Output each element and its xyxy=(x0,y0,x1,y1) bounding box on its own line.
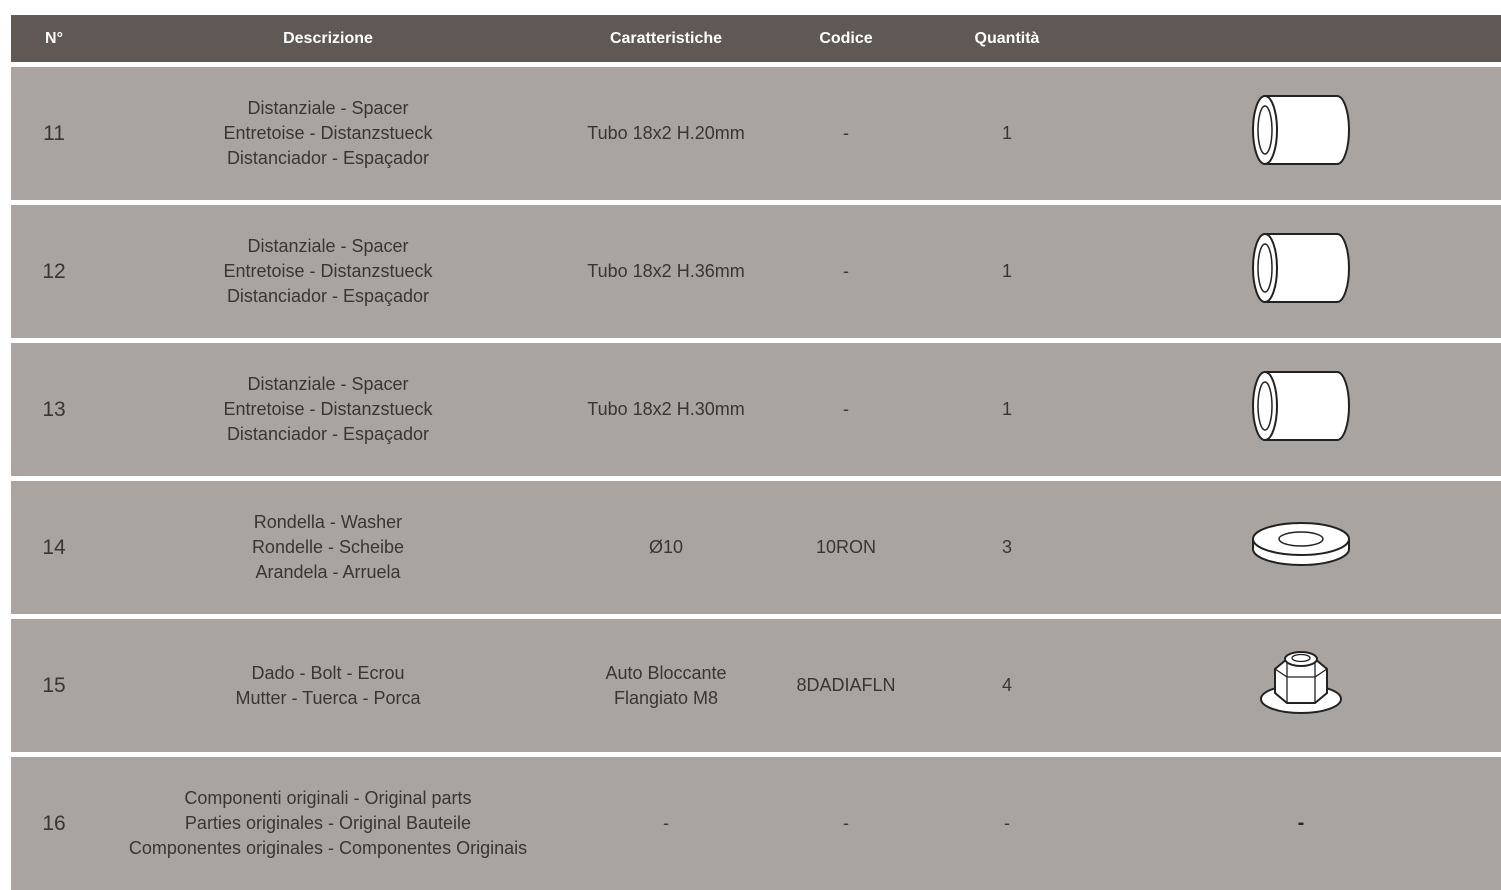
row-part-image xyxy=(1201,67,1401,200)
spacer-tube-icon xyxy=(1251,94,1351,173)
row-features xyxy=(566,67,766,200)
row-quantity: 1 xyxy=(1001,261,1012,281)
description-line: Distanciador - Espaçador xyxy=(226,286,430,306)
row-features xyxy=(566,757,766,890)
description-line: Mutter - Tuerca - Porca xyxy=(235,687,421,708)
description-line: Distanciador - Espaçador xyxy=(226,424,430,444)
row-description xyxy=(128,619,528,752)
row-quantity: 1 xyxy=(1001,123,1012,143)
description-line: Dado - Bolt - Ecrou xyxy=(251,662,405,683)
table-row xyxy=(11,757,1501,890)
table-row xyxy=(11,343,1501,476)
spacer-tube-icon xyxy=(1251,232,1351,311)
row-code: - xyxy=(843,123,849,143)
row-code: - xyxy=(843,261,849,281)
row-number: 13 xyxy=(42,398,66,421)
description-line: Arandela - Arruela xyxy=(255,562,401,582)
description-line: Distanziale - Spacer xyxy=(247,374,409,394)
description-line: Entretoise - Distanzstueck xyxy=(223,123,433,143)
table-row xyxy=(11,205,1501,338)
description-line: Distanziale - Spacer xyxy=(247,98,409,118)
row-number: 14 xyxy=(42,536,66,559)
features-line: Auto Bloccante xyxy=(605,662,727,683)
header-code: Codice xyxy=(819,30,873,47)
row-number: 16 xyxy=(42,812,66,835)
description-line: Parties originales - Original Bauteile xyxy=(184,813,472,833)
features-line: Tubo 18x2 H.30mm xyxy=(587,399,745,419)
table-row xyxy=(11,619,1501,752)
row-quantity: 1 xyxy=(1001,399,1012,419)
description-line: Entretoise - Distanzstueck xyxy=(223,399,433,419)
row-features xyxy=(566,619,766,752)
flange-nut-icon xyxy=(1253,647,1349,724)
row-number: 11 xyxy=(43,122,65,145)
table-row xyxy=(11,481,1501,614)
table-header xyxy=(11,15,1501,62)
row-description xyxy=(128,481,528,614)
row-number: 12 xyxy=(42,260,66,283)
features-line: - xyxy=(663,813,669,833)
description-line: Rondelle - Scheibe xyxy=(251,537,405,557)
row-number: 15 xyxy=(42,674,66,697)
row-code: 10RON xyxy=(815,537,877,557)
description-line: Componenti originali - Original parts xyxy=(184,788,472,808)
row-description xyxy=(128,205,528,338)
spacer-tube-icon xyxy=(1251,370,1351,449)
features-line: Ø10 xyxy=(648,537,684,557)
header-features: Caratteristiche xyxy=(609,30,723,47)
row-quantity: - xyxy=(1004,813,1010,833)
row-part-image xyxy=(1201,481,1401,614)
row-code: 8DADIAFLN xyxy=(796,675,896,695)
washer-icon xyxy=(1251,519,1351,576)
features-line: Tubo 18x2 H.20mm xyxy=(587,123,745,143)
header-quantity: Quantità xyxy=(974,30,1040,47)
row-features xyxy=(566,343,766,476)
row-part-image xyxy=(1201,619,1401,752)
row-code: - xyxy=(843,813,849,833)
header-num: N° xyxy=(45,30,63,47)
row-code: - xyxy=(843,399,849,419)
features-line: Tubo 18x2 H.36mm xyxy=(587,261,745,281)
row-description xyxy=(128,67,528,200)
row-features xyxy=(566,481,766,614)
features-line: Flangiato M8 xyxy=(613,687,719,708)
row-quantity: 3 xyxy=(1001,537,1012,557)
description-line: Entretoise - Distanzstueck xyxy=(223,261,433,281)
row-part-image xyxy=(1201,205,1401,338)
row-description xyxy=(128,343,528,476)
description-line: Componentes originales - Componentes Originais xyxy=(128,838,528,858)
no-image-dash: - xyxy=(1297,812,1305,834)
row-quantity: 4 xyxy=(1001,675,1012,695)
row-features xyxy=(566,205,766,338)
row-part-image xyxy=(1201,343,1401,476)
description-line: Rondella - Washer xyxy=(253,512,403,532)
description-line: Distanciador - Espaçador xyxy=(226,148,430,168)
description-line: Distanziale - Spacer xyxy=(247,236,409,256)
table-row xyxy=(11,67,1501,200)
header-description: Descrizione xyxy=(283,30,373,47)
row-part-image xyxy=(1201,757,1401,890)
row-description xyxy=(128,757,528,890)
